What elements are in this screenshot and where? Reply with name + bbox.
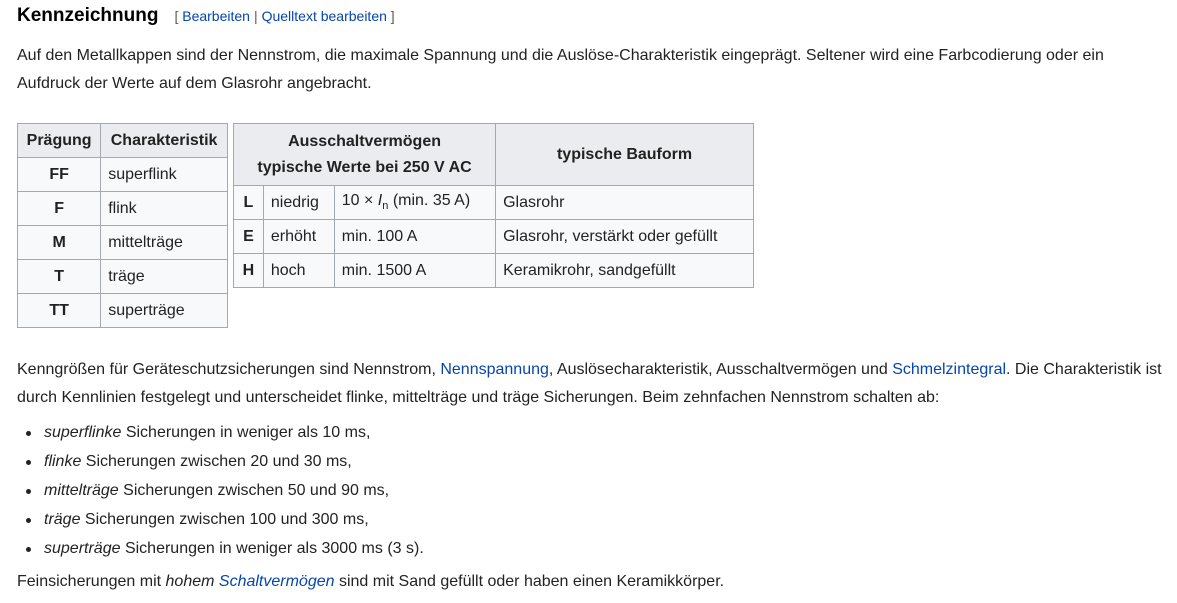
- list-item: [22, 476, 424, 505]
- current-symbol: I: [377, 192, 383, 210]
- column-header-bauform: typische Bauform: [496, 124, 754, 186]
- table-row: [234, 186, 754, 220]
- list-item: [22, 418, 424, 447]
- characteristic-table: [17, 123, 228, 328]
- edit-separator: |: [253, 8, 258, 24]
- paragraph-text: . Die Charakteristik ist durch Kennlinien festgelegt und unterscheidet flinke, mittelträge und träge Sicherungen. Beim zehnfachen Nennstrom schalten ab:: [17, 361, 1162, 406]
- column-header-charakteristik: Charakteristik: [101, 124, 228, 158]
- table-row: [18, 158, 228, 192]
- intro-paragraph: Auf den Metallkappen sind der Nennstrom, die maximale Spannung und die Auslöse-Charakteristik eingeprägt. Seltener wird eine Farbcodierung oder ein Aufdruck der Werte auf dem Glasrohr angebracht.: [17, 47, 1104, 92]
- level-cell: niedrig: [263, 186, 334, 220]
- list-item-term: träge: [44, 511, 81, 528]
- table-row: [234, 220, 754, 254]
- table-row: [234, 254, 754, 288]
- bracket-close: ]: [390, 8, 395, 24]
- value-cell: superflink: [101, 158, 228, 192]
- column-header-ausschaltvermoegen: [234, 124, 496, 186]
- value-cell: mittelträge: [101, 226, 228, 260]
- value-cell: flink: [101, 192, 228, 226]
- code-cell: H: [234, 254, 264, 288]
- header-line-1: Ausschaltvermögen: [288, 132, 441, 150]
- section-heading: [17, 5, 395, 27]
- code-cell: T: [18, 260, 101, 294]
- value-suffix: (min. 35 A): [388, 192, 471, 210]
- schaltvermoegen-link-text: Schaltvermögen: [218, 573, 335, 590]
- section-title: Kennzeichnung: [17, 5, 159, 26]
- parameters-paragraph: [17, 356, 1167, 412]
- current-subscript: n: [382, 200, 389, 213]
- bracket-open: [: [174, 8, 179, 24]
- list-item-text: Sicherungen zwischen 100 und 300 ms,: [80, 511, 369, 528]
- edit-source-link[interactable]: Quelltext bearbeiten: [261, 8, 387, 24]
- value-cell: superträge: [101, 294, 228, 328]
- list-item: [22, 447, 424, 476]
- nennspannung-link[interactable]: Nennspannung: [440, 361, 549, 378]
- code-cell: F: [18, 192, 101, 226]
- value-cell: min. 1500 A: [334, 254, 495, 288]
- table-row: [18, 192, 228, 226]
- code-cell: E: [234, 220, 264, 254]
- value-prefix: 10 ×: [341, 192, 378, 210]
- code-cell: L: [234, 186, 264, 220]
- level-cell: hoch: [263, 254, 334, 288]
- paragraph-text: Feinsicherungen mit: [17, 573, 166, 590]
- paragraph-text: Kenngrößen für Geräteschutzsicherungen sind Nennstrom,: [17, 361, 441, 378]
- edit-section-links: [174, 8, 394, 24]
- list-item-term: flinke: [44, 453, 82, 470]
- list-item-text: Sicherungen zwischen 20 und 30 ms,: [81, 453, 352, 470]
- form-cell: Glasrohr, verstärkt oder gefüllt: [496, 220, 754, 254]
- emphasis-text: hohem: [165, 573, 215, 590]
- schmelzintegral-link[interactable]: Schmelzintegral: [892, 361, 1007, 378]
- schaltvermoegen-link[interactable]: [219, 573, 335, 590]
- header-line-2: typische Werte bei 250 V AC: [257, 158, 472, 176]
- level-cell: erhöht: [263, 220, 334, 254]
- code-cell: FF: [18, 158, 101, 192]
- form-cell: Keramikrohr, sandgefüllt: [496, 254, 754, 288]
- table-row: [18, 294, 228, 328]
- closing-paragraph: [17, 568, 1167, 596]
- list-item: [22, 505, 424, 534]
- table-row: [18, 226, 228, 260]
- switching-times-list: [22, 418, 424, 563]
- list-item: [22, 534, 424, 563]
- breaking-capacity-table: [233, 123, 754, 288]
- list-item-term: superflinke: [44, 424, 122, 441]
- edit-link[interactable]: Bearbeiten: [182, 8, 250, 24]
- list-item-text: Sicherungen in weniger als 3000 ms (3 s).: [120, 540, 424, 557]
- column-header-praegung: Prägung: [18, 124, 101, 158]
- value-cell: träge: [101, 260, 228, 294]
- code-cell: M: [18, 226, 101, 260]
- form-cell: Glasrohr: [496, 186, 754, 220]
- value-cell: [334, 186, 495, 220]
- value-cell: min. 100 A: [334, 220, 495, 254]
- paragraph-text: , Auslösecharakteristik, Ausschaltvermögen und: [548, 361, 893, 378]
- table-row: [18, 260, 228, 294]
- paragraph-text: sind mit Sand gefüllt oder haben einen Keramikkörper.: [334, 573, 725, 590]
- list-item-term: superträge: [44, 540, 121, 557]
- list-item-text: Sicherungen in weniger als 10 ms,: [121, 424, 371, 441]
- list-item-term: mittelträge: [44, 482, 119, 499]
- list-item-text: Sicherungen zwischen 50 und 90 ms,: [118, 482, 390, 499]
- code-cell: TT: [18, 294, 101, 328]
